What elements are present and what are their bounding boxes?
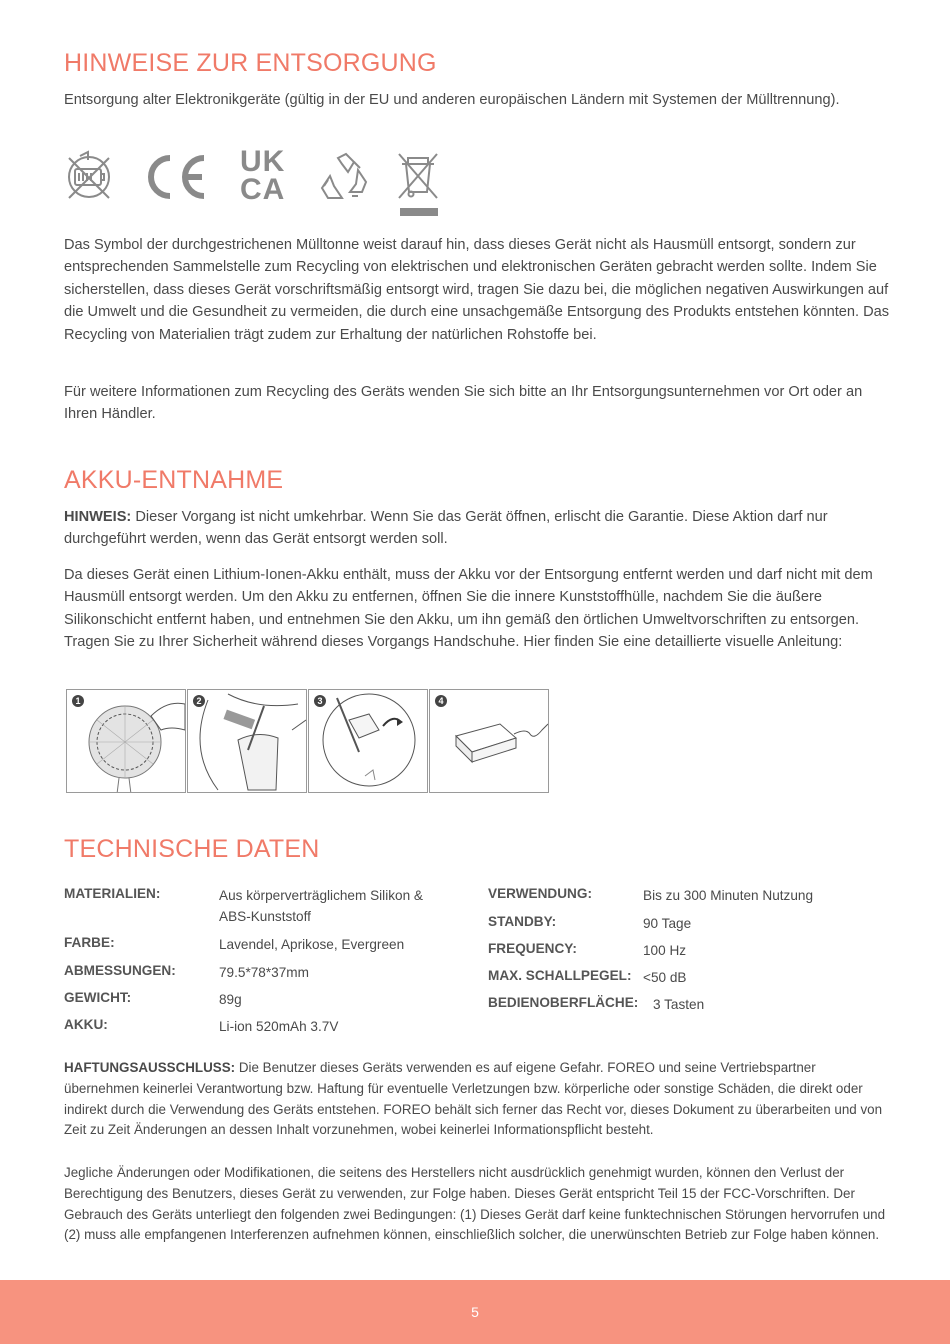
spec-value: 79.5*78*37mm bbox=[219, 965, 309, 980]
battery-note-label: HINWEIS: bbox=[64, 509, 132, 525]
spec-label: STANDBY: bbox=[488, 914, 557, 929]
page-number: 5 bbox=[471, 1304, 479, 1320]
crossed-bin-icon bbox=[396, 150, 442, 220]
spec-label: MAX. SCHALLPEGEL: bbox=[488, 968, 632, 983]
ce-mark-icon bbox=[140, 150, 210, 202]
ukca-line-2: CA bbox=[240, 173, 286, 206]
step-3-illustration bbox=[309, 690, 428, 793]
spec-value: Lavendel, Aprikose, Evergreen bbox=[219, 937, 405, 952]
spec-value: Bis zu 300 Minuten Nutzung bbox=[643, 888, 814, 903]
spec-label: FARBE: bbox=[64, 935, 115, 950]
spec-value: 90 Tage bbox=[643, 916, 692, 931]
step-1-illustration bbox=[67, 690, 186, 793]
step-4-panel bbox=[429, 689, 549, 793]
spec-value: Aus körperverträglichem Silikon & bbox=[219, 888, 423, 903]
disposal-title: HINWEISE ZUR ENTSORGUNG bbox=[64, 49, 437, 77]
spec-value: 3 Tasten bbox=[653, 997, 705, 1012]
battery-removal-steps bbox=[66, 689, 554, 794]
battery-illustration bbox=[430, 690, 549, 793]
spec-value: 89g bbox=[219, 992, 242, 1007]
disposal-paragraph-1: Das Symbol der durchgestrichenen Mülltonne weist darauf hin, dass dieses Gerät nicht als Hausmüll entsorgt, sondern zur entsprechenden Sammelstelle zum Recycling von elektrischen und elektronischen Geräten gebracht werden sollte. Indem Sie sicherstellen, dass dieses Gerät vorschriftsmäßig entsorgt wird, tragen Sie dazu bei, die möglichen negativen Auswirkungen auf die Umwelt und die Gesundheit zu vermeiden, die durch eine unsachgemäße Entsorgung des Produkts entstehen könnten. Das Recycling von Materialien trägt zudem zur Erhaltung der natürlichen Rohstoffe bei. bbox=[64, 237, 890, 343]
step-number: 4 bbox=[435, 695, 447, 707]
battery-note-text: Dieser Vorgang ist nicht umkehrbar. Wenn Sie das Gerät öffnen, erlischt die Garantie. Diese Aktion darf nur durchgeführt werden, wenn das Gerät entsorgt werden soll. bbox=[64, 509, 828, 548]
spec-value: <50 dB bbox=[643, 970, 687, 985]
recycling-icon bbox=[318, 150, 374, 206]
compliance-icons bbox=[64, 145, 464, 220]
spec-label: ABMESSUNGEN: bbox=[64, 963, 176, 978]
disposal-paragraph-2: Für weitere Informationen zum Recycling des Geräts wenden Sie sich bitte an Ihr Entsorgungsunternehmen vor Ort oder an Ihren Händler. bbox=[64, 384, 863, 423]
battery-note bbox=[64, 506, 890, 551]
specs-title: TECHNISCHE DATEN bbox=[64, 835, 320, 863]
ukca-line-1: UK bbox=[240, 145, 286, 178]
disclaimer-label: HAFTUNGSAUSSCHLUSS: bbox=[64, 1060, 236, 1075]
disclaimer-paragraph bbox=[64, 1058, 890, 1141]
spec-label: BEDIENOBERFLÄCHE: bbox=[488, 995, 639, 1010]
battery-title: AKKU-ENTNAHME bbox=[64, 466, 284, 494]
step-3-panel bbox=[308, 689, 428, 793]
step-1-panel bbox=[66, 689, 186, 793]
battery-crossed-icon bbox=[64, 150, 114, 202]
ukca-mark-icon bbox=[240, 145, 300, 206]
spec-label: VERWENDUNG: bbox=[488, 886, 592, 901]
spec-value: 100 Hz bbox=[643, 943, 687, 958]
spec-value: Li-ion 520mAh 3.7V bbox=[219, 1019, 339, 1034]
spec-label: GEWICHT: bbox=[64, 990, 132, 1005]
disposal-intro: Entsorgung alter Elektronikgeräte (gültig in der EU und anderen europäischen Ländern mit Systemen der Mülltrennung). bbox=[64, 92, 840, 108]
step-2-panel bbox=[187, 689, 307, 793]
battery-paragraph: Da dieses Gerät einen Lithium-Ionen-Akku enthält, muss der Akku vor der Entsorgung entfernt werden und darf nicht mit dem Hausmüll entsorgt werden. Um den Akku zu entfernen, öffnen Sie die innere Kunststoffhülle, nachdem Sie die äußere Silikonschicht entfernt haben, und entnehmen Sie den Akku, um ihn gemäß den örtlichen Umweltvorschriften zu entsorgen. Tragen Sie zu Ihrer Sicherheit während dieses Vorgangs Handschuhe. Hier finden Sie eine detaillierte visuelle Anleitung: bbox=[64, 567, 873, 651]
page-footer bbox=[0, 1280, 950, 1344]
spec-label: AKKU: bbox=[64, 1017, 108, 1032]
spec-value-continued: ABS-Kunststoff bbox=[219, 909, 311, 924]
step-number: 3 bbox=[314, 695, 326, 707]
spec-label: MATERIALIEN: bbox=[64, 886, 161, 901]
fcc-paragraph: Jegliche Änderungen oder Modifikationen, die seitens des Herstellers nicht ausdrücklich genehmigt wurden, können den Verlust der Berechtigung des Benutzers, dieses Gerät zu verwenden, zur Folge haben. Dieses Gerät entspricht Teil 15 der FCC-Vorschriften. Der Gebrauch des Geräts unterliegt den folgenden zwei Bedingungen: (1) Dieses Gerät darf keine funktechnischen Störungen hervorrufen und (2) muss alle empfangenen Interferenzen aufnehmen können, einschließlich solcher, die unerwünschten Betrieb zur Folge haben können. bbox=[64, 1165, 886, 1243]
step-2-illustration bbox=[188, 690, 307, 793]
step-number: 2 bbox=[193, 695, 205, 707]
disclaimer-text: Die Benutzer dieses Geräts verwenden es auf eigene Gefahr. FOREO und seine Vertriebspartner übernehmen keinerlei Verantwortung bzw. Haftung für eventuelle Verletzungen bzw. körperliche oder sonstige Schäden, die direkt oder indirekt durch die Verwendung des Geräts entstehen. FOREO behält sich ferner das Recht vor, dieses Dokument zu überarbeiten und von Zeit zu Zeit Änderungen an dessen Inhalt vorzunehmen, wobei keinerlei Informationspflicht besteht. bbox=[64, 1060, 883, 1138]
spec-label: FREQUENCY: bbox=[488, 941, 577, 956]
step-number: 1 bbox=[72, 695, 84, 707]
